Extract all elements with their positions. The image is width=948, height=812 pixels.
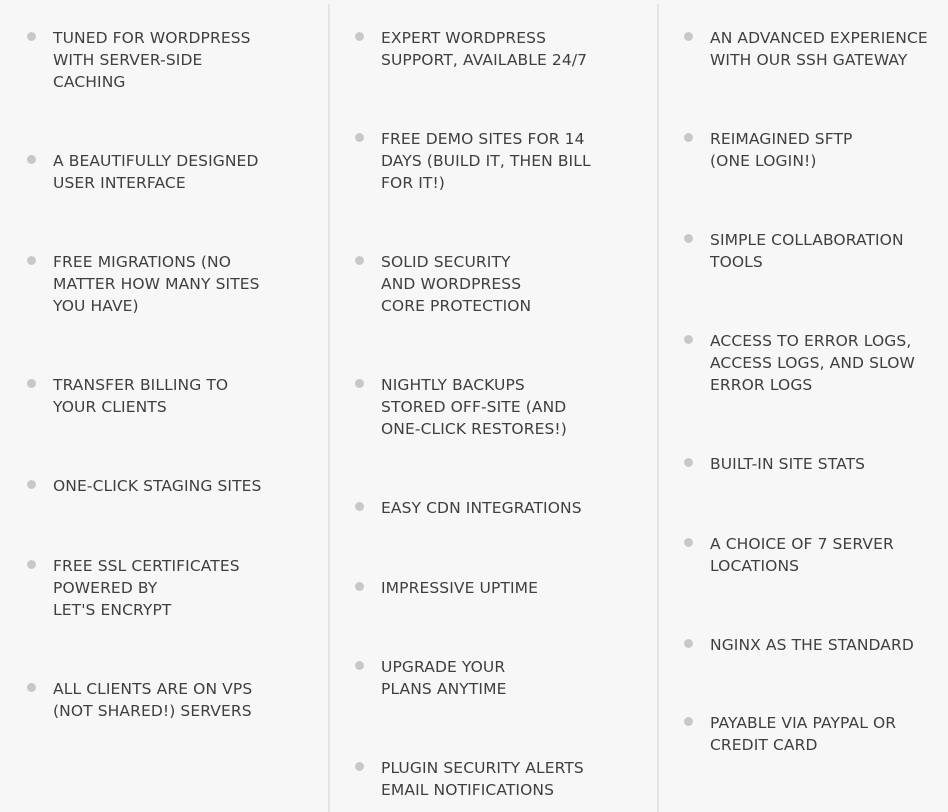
feature-text-line: SUPPORT, AVAILABLE 24/7 (381, 51, 588, 69)
bullet-dot-icon (355, 379, 364, 388)
feature-text (53, 150, 259, 194)
feature-text (381, 497, 582, 519)
bullet-dot-icon (27, 683, 36, 692)
feature-text-line: CORE PROTECTION (381, 297, 532, 315)
feature-text-line: DAYS (BUILD IT, THEN BILL (381, 152, 591, 170)
feature-text-line: ACCESS TO ERROR LOGS, (710, 332, 912, 350)
bullet-dot-icon (684, 717, 693, 726)
feature-text-line: (ONE LOGIN!) (710, 152, 817, 170)
feature-text-line: AN ADVANCED EXPERIENCE (710, 29, 928, 47)
bullet-dot-icon (27, 480, 36, 489)
feature-text-line: ONE-CLICK RESTORES!) (381, 420, 567, 438)
feature-text (710, 634, 914, 656)
feature-item (355, 656, 506, 700)
bullet-dot-icon (355, 762, 364, 771)
feature-text (381, 128, 591, 194)
feature-text (53, 678, 252, 722)
feature-text-line: (NOT SHARED!) SERVERS (53, 702, 252, 720)
bullet-dot-icon (27, 155, 36, 164)
bullet-dot-icon (355, 256, 364, 265)
feature-text-line: SOLID SECURITY (381, 253, 511, 271)
feature-text (381, 577, 538, 599)
feature-text-line: A CHOICE OF 7 SERVER (710, 535, 894, 553)
feature-text-line: MATTER HOW MANY SITES (53, 275, 260, 293)
feature-text-line: TRANSFER BILLING TO (53, 376, 229, 394)
feature-text-line: POWERED BY (53, 579, 158, 597)
feature-text (710, 453, 865, 475)
bullet-dot-icon (27, 379, 36, 388)
feature-text-line: EXPERT WORDPRESS (381, 29, 547, 47)
feature-text-line: ALL CLIENTS ARE ON VPS (53, 680, 253, 698)
feature-text-line: ACCESS LOGS, AND SLOW (710, 354, 915, 372)
bullet-dot-icon (355, 661, 364, 670)
feature-text-line: REIMAGINED SFTP (710, 130, 853, 148)
bullet-dot-icon (355, 582, 364, 591)
column-divider (657, 4, 659, 812)
bullet-dot-icon (684, 538, 693, 547)
feature-text (710, 128, 852, 172)
feature-text-line: YOU HAVE) (53, 297, 139, 315)
feature-item (27, 555, 240, 621)
column-divider (328, 4, 330, 812)
feature-text (710, 533, 894, 577)
feature-text-line: NGINX AS THE STANDARD (710, 636, 914, 654)
feature-text-line: STORED OFF-SITE (AND (381, 398, 567, 416)
feature-text-line: SIMPLE COLLABORATION (710, 231, 904, 249)
feature-item (355, 497, 582, 519)
feature-item (27, 374, 228, 418)
feature-text-line: PLANS ANYTIME (381, 680, 507, 698)
feature-text-line: YOUR CLIENTS (53, 398, 167, 416)
feature-text-line: LET'S ENCRYPT (53, 601, 172, 619)
feature-text (53, 555, 240, 621)
feature-text-line: CACHING (53, 73, 126, 91)
bullet-dot-icon (355, 133, 364, 142)
feature-text-line: TOOLS (710, 253, 763, 271)
feature-text-line: PAYABLE VIA PAYPAL OR (710, 714, 897, 732)
feature-item (684, 712, 896, 756)
feature-item (355, 27, 587, 71)
feature-item (355, 251, 531, 317)
feature-text-line: LOCATIONS (710, 557, 800, 575)
feature-text (381, 757, 584, 801)
feature-item (27, 251, 260, 317)
feature-text-line: WITH OUR SSH GATEWAY (710, 51, 908, 69)
feature-text-line: WITH SERVER-SIDE (53, 51, 203, 69)
bullet-dot-icon (355, 32, 364, 41)
bullet-dot-icon (684, 639, 693, 648)
bullet-dot-icon (27, 560, 36, 569)
feature-text-line: CREDIT CARD (710, 736, 818, 754)
feature-item (684, 229, 904, 273)
feature-text-line: EASY CDN INTEGRATIONS (381, 499, 582, 517)
feature-item (684, 27, 928, 71)
feature-text (381, 27, 587, 71)
feature-text (381, 656, 506, 700)
feature-text (710, 27, 928, 71)
bullet-dot-icon (27, 32, 36, 41)
feature-text (710, 712, 896, 756)
bullet-dot-icon (27, 256, 36, 265)
feature-item (684, 533, 894, 577)
feature-text-line: AND WORDPRESS (381, 275, 522, 293)
feature-text (710, 330, 915, 396)
bullet-dot-icon (684, 133, 693, 142)
bullet-dot-icon (684, 234, 693, 243)
feature-item (684, 634, 914, 656)
feature-text-line: PLUGIN SECURITY ALERTS (381, 759, 584, 777)
feature-text-line: A BEAUTIFULLY DESIGNED (53, 152, 259, 170)
feature-item (27, 678, 252, 722)
feature-text-line: FREE DEMO SITES FOR 14 (381, 130, 585, 148)
feature-text (53, 475, 262, 497)
feature-item (355, 577, 538, 599)
feature-text-line: ERROR LOGS (710, 376, 813, 394)
feature-text (53, 27, 251, 93)
bullet-dot-icon (684, 32, 693, 41)
feature-item (27, 475, 262, 497)
feature-text-line: USER INTERFACE (53, 174, 186, 192)
feature-text (710, 229, 904, 273)
feature-text (53, 251, 260, 317)
feature-item (355, 128, 591, 194)
feature-text-line: FOR IT!) (381, 174, 445, 192)
feature-text (53, 374, 228, 418)
feature-item (355, 757, 584, 801)
bullet-dot-icon (355, 502, 364, 511)
feature-text-line: UPGRADE YOUR (381, 658, 506, 676)
bullet-dot-icon (684, 458, 693, 467)
feature-text-line: NIGHTLY BACKUPS (381, 376, 525, 394)
feature-item (684, 330, 915, 396)
bullet-dot-icon (684, 335, 693, 344)
feature-item (27, 150, 259, 194)
feature-text-line: EMAIL NOTIFICATIONS (381, 781, 555, 799)
feature-text-line: BUILT-IN SITE STATS (710, 455, 866, 473)
feature-text (381, 374, 567, 440)
feature-item (684, 453, 865, 475)
feature-item (355, 374, 567, 440)
feature-text (381, 251, 531, 317)
feature-text-line: ONE-CLICK STAGING SITES (53, 477, 262, 495)
feature-text-line: IMPRESSIVE UPTIME (381, 579, 539, 597)
feature-text-line: FREE MIGRATIONS (NO (53, 253, 232, 271)
feature-item (27, 27, 251, 93)
feature-item (684, 128, 852, 172)
feature-text-line: TUNED FOR WORDPRESS (53, 29, 251, 47)
feature-text-line: FREE SSL CERTIFICATES (53, 557, 240, 575)
